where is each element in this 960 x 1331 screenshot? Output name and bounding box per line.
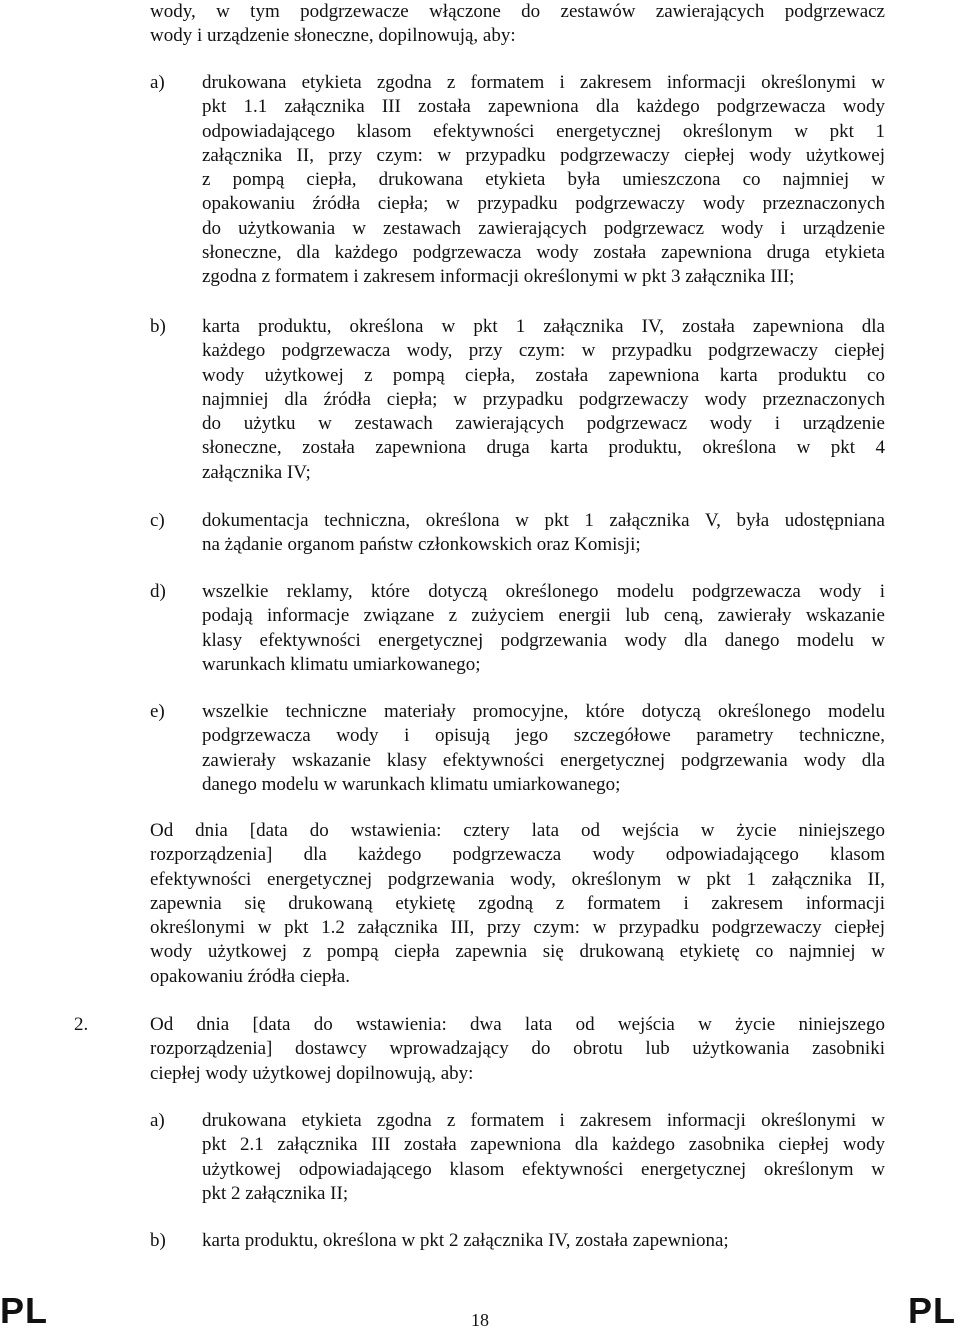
text-line: karta produktu, określona w pkt 1 załącznika IV, została zapewniona dla: [202, 316, 885, 337]
text-line: rozporządzenia] dla każdego podgrzewacza wody odpowiadającego klasom: [150, 844, 885, 866]
text-line: najmniej dla źródła ciepła; w przypadku podgrzewaczy wody przeznaczonych: [202, 388, 885, 410]
text-line: ciepłej wody użytkowej dopilnowują, aby:: [150, 1062, 474, 1084]
text-line: z pompą ciepła, drukowana etykieta była umieszczona co najmniej w: [202, 169, 885, 191]
item-b-text: [202, 315, 885, 485]
text-line: drukowana etykieta zgodna z formatem i zakresem informacji określonymi w: [202, 72, 885, 93]
text-line: Od dnia [data do wstawienia: dwa lata od wejścia w życie niniejszego: [150, 1014, 885, 1035]
item-c-text: [202, 509, 885, 558]
text-line: pkt 1.1 załącznika III została zapewniona dla każdego podgrzewacza wody: [202, 96, 885, 118]
text-line: odpowiadającego klasom efektywności energetycznej określonym w pkt 1: [202, 120, 885, 142]
text-line: podgrzewacza wody i opisują jego szczegółowe parametry techniczne,: [202, 725, 885, 747]
text-line: każdego podgrzewacza wody, przy czym: w przypadku podgrzewaczy ciepłej: [202, 340, 885, 362]
text-line: zapewnia się drukowaną etykietę zgodną z formatem i zakresem informacji: [150, 892, 885, 914]
text-line: wody i urządzenie słoneczne, dopilnowują, aby:: [150, 25, 516, 47]
intro-paragraph: [150, 0, 885, 49]
text-line: do użytku w zestawach zawierających podgrzewacz wody i urządzenie: [202, 413, 885, 435]
section-2-number: 2.: [74, 1014, 89, 1035]
text-line: zawierały wskazanie klasy efektywności energetycznej podgrzewania wody dla: [202, 749, 885, 771]
item-a-label: a): [150, 72, 165, 93]
item-a-text: [202, 71, 885, 290]
text-line: załącznika II, przy czym: w przypadku podgrzewaczy ciepłej wody użytkowej: [202, 144, 885, 166]
text-line: wszelkie reklamy, które dotyczą określonego modelu podgrzewacza wody i: [202, 581, 885, 602]
item-d-text: [202, 580, 885, 677]
text-line: Od dnia [data do wstawienia: cztery lata od wejścia w życie niniejszego: [150, 820, 885, 841]
text-line: do użytkowania w zestawach zawierających podgrzewacz wody i urządzenie: [202, 217, 885, 239]
text-line: podają informacje związane z zużyciem energii lub ceną, zawierały wskazanie: [202, 605, 885, 627]
text-line: na żądanie organom państw członkowskich oraz Komisji;: [202, 534, 641, 556]
text-line: pkt 2 załącznika II;: [202, 1182, 349, 1204]
item2-b-label: b): [150, 1230, 166, 1251]
page-number: 18: [471, 1310, 489, 1330]
item-b-label: b): [150, 316, 166, 337]
text-line: warunkach klimatu umiarkowanego;: [202, 653, 481, 675]
text-line: wody, w tym podgrzewacze włączone do zestawów zawierających podgrzewacz: [150, 1, 885, 22]
item-e-label: e): [150, 701, 165, 722]
footer-language-mark-right: PL: [907, 1290, 956, 1331]
text-line: wszelkie techniczne materiały promocyjne, które dotyczą określonego modelu: [202, 701, 885, 722]
text-line: słoneczne, została zapewniona druga karta produktu, określona w pkt 4: [202, 437, 885, 459]
text-line: użytkowej odpowiadającego klasom efektywności energetycznej określonym w: [202, 1158, 885, 1180]
item-c-label: c): [150, 510, 165, 531]
text-line: drukowana etykieta zgodna z formatem i zakresem informacji określonymi w: [202, 1110, 885, 1131]
text-line: wody użytkowej z pompą ciepła, została zapewniona karta produktu co: [202, 364, 885, 386]
text-line: klasy efektywności energetycznej podgrzewania wody dla danego modelu w: [202, 629, 885, 651]
item2-a-text: [202, 1109, 885, 1206]
text-line: danego modelu w warunkach klimatu umiarkowanego;: [202, 773, 621, 795]
item-e-text: [202, 700, 885, 797]
text-line: załącznika IV;: [202, 461, 311, 483]
text-line: opakowaniu źródła ciepła; w przypadku podgrzewaczy wody przeznaczonych: [202, 193, 885, 215]
footer-language-mark-left: PL: [0, 1290, 49, 1331]
text-line: zgodna z formatem i zakresem informacji określonymi w pkt 3 załącznika III;: [202, 266, 795, 288]
text-line: określonymi w pkt 1.2 załącznika III, przy czym: w przypadku podgrzewaczy ciepłej: [150, 917, 885, 939]
text-line: efektywności energetycznej podgrzewania wody, określonym w pkt 1 załącznika II,: [150, 868, 885, 890]
text-line: słoneczne, dla każdego podgrzewacza wody została zapewniona druga etykieta: [202, 242, 885, 264]
item2-a-label: a): [150, 1110, 165, 1131]
text-line: pkt 2.1 załącznika III została zapewniona dla każdego zasobnika ciepłej wody: [202, 1134, 885, 1156]
od-dnia-paragraph: [150, 819, 885, 989]
text-line: opakowaniu źródła ciepła.: [150, 965, 350, 987]
section-2-text: [150, 1013, 885, 1086]
text-line: karta produktu, określona w pkt 2 załącznika IV, została zapewniona;: [202, 1230, 729, 1251]
text-line: rozporządzenia] dostawcy wprowadzający do obrotu lub użytkowania zasobniki: [150, 1038, 885, 1060]
text-line: wody użytkowej z pompą ciepła zapewnia się drukowaną etykietę co najmniej w: [150, 941, 885, 963]
text-line: dokumentacja techniczna, określona w pkt 1 załącznika V, była udostępniana: [202, 510, 885, 531]
item-d-label: d): [150, 581, 166, 602]
item2-b-text: [202, 1229, 885, 1253]
